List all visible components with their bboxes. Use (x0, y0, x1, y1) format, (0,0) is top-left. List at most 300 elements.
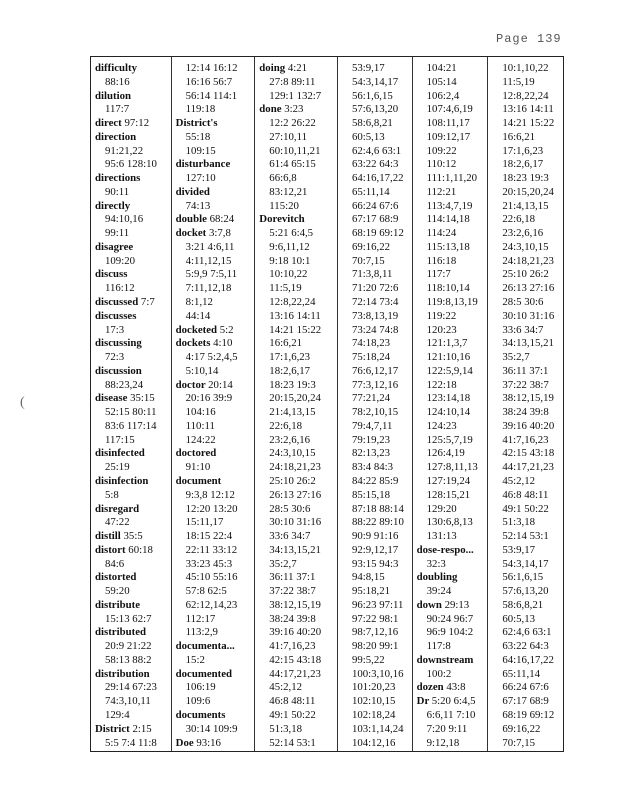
index-reference: 98:20 99:1 (351, 640, 399, 653)
term-inline-refs: 93:16 (196, 736, 221, 749)
index-reference: 37:22 38:7 (502, 378, 549, 391)
index-reference: 54:3,14,17 (351, 75, 399, 88)
index-reference: 13:16 14:11 (269, 309, 321, 322)
index-reference: 90:9 91:16 (351, 530, 399, 543)
index-term (91, 475, 171, 489)
term-word: direct (95, 117, 122, 130)
term-word: disease (95, 392, 128, 405)
index-reference: 44:17,21,23 (269, 667, 321, 680)
term-inline-refs: 60:18 (128, 543, 153, 556)
index-reference: 62:4,6 63:1 (502, 626, 552, 639)
index-reference: 88:22 89:10 (351, 516, 404, 529)
index-reference: 62:12,14,23 (185, 598, 238, 611)
index-reference: 120:23 (426, 323, 457, 336)
index-reference: 101:20,23 (351, 681, 396, 694)
index-term (172, 640, 255, 654)
index-reference: 21:4,13,15 (502, 199, 549, 212)
index-reference: 119:22 (426, 309, 457, 322)
index-reference: 51:3,18 (502, 516, 536, 529)
index-reference: 69:16,22 (351, 240, 391, 253)
index-reference: 5:5 7:4 11:8 (105, 736, 157, 749)
index-reference: 20:15,20,24 (269, 392, 321, 405)
index-reference: 128:15,21 (426, 488, 471, 501)
index-reference: 4:11,12,15 (185, 254, 232, 267)
index-reference: 36:11 37:1 (502, 364, 549, 377)
index-reference: 70:7,15 (502, 736, 536, 749)
index-reference: 25:19 (105, 461, 130, 474)
index-reference: 131:13 (426, 530, 457, 543)
index-term (91, 544, 171, 558)
index-reference: 26:13 27:16 (502, 282, 555, 295)
index-reference: 74:3,10,11 (105, 695, 151, 708)
term-inline-refs: 97:12 (124, 117, 150, 130)
index-reference: 10:10,22 (269, 268, 308, 281)
term-inline-refs: 4:10 (213, 337, 233, 350)
index-reference: 124:22 (185, 433, 216, 446)
index-term (413, 599, 488, 613)
index-reference: 107:4,6,19 (426, 103, 473, 116)
term-word: District (95, 722, 130, 735)
index-reference: 88:23,24 (105, 378, 144, 391)
index-reference: 23:2,6,16 (269, 433, 311, 446)
term-word: disturbance (175, 158, 231, 171)
index-reference: 12:20 13:20 (185, 502, 238, 515)
index-reference: 17:3 (105, 323, 125, 336)
index-term (172, 447, 255, 461)
term-word: disregard (95, 502, 140, 515)
index-reference: 34:13,15,21 (502, 337, 554, 350)
index-term (91, 131, 171, 145)
index-reference: 28:5 30:6 (502, 296, 544, 309)
index-term (172, 337, 255, 351)
index-term (255, 62, 337, 76)
index-reference: 124:10,14 (426, 406, 471, 419)
term-inline-refs: 3:23 (284, 103, 304, 116)
index-reference: 12:14 16:12 (185, 62, 238, 74)
index-reference: 64:16,17,22 (502, 653, 554, 666)
index-reference: 42:15 43:18 (269, 653, 322, 666)
index-reference: 30:14 109:9 (185, 722, 238, 735)
index-term (255, 213, 337, 227)
index-reference: 46:8 48:11 (269, 695, 316, 708)
index-reference: 9:18 10:1 (269, 254, 311, 267)
index-reference: 109:20 (105, 254, 135, 267)
index-reference: 119:18 (185, 103, 216, 116)
term-word: difficulty (95, 62, 137, 74)
index-reference: 35:2,7 (502, 351, 530, 364)
index-reference: 91:10 (185, 461, 211, 474)
index-reference: 49:1 50:22 (502, 502, 549, 515)
index-reference: 53:9,17 (351, 62, 385, 74)
index-reference: 18:23 19:3 (502, 172, 549, 185)
term-inline-refs: 35:15 (130, 392, 155, 405)
index-reference: 129:20 (426, 502, 457, 515)
index-term (172, 475, 255, 489)
index-reference: 72:14 73:4 (351, 296, 399, 309)
index-reference: 121:10,16 (426, 351, 471, 364)
term-word: discusses (95, 309, 137, 322)
index-reference: 11:5,19 (502, 75, 535, 88)
term-word: doctor (175, 378, 206, 391)
index-reference: 33:6 34:7 (269, 530, 311, 543)
index-reference: 84:6 (105, 557, 125, 570)
index-reference: 38:12,15,19 (269, 598, 321, 611)
index-reference: 78:2,10,15 (351, 406, 399, 419)
index-reference: 25:10 26:2 (269, 474, 316, 487)
index-reference: 52:15 80:11 (105, 406, 157, 419)
index-reference: 122:5,9,14 (426, 364, 473, 377)
index-reference: 16:16 56:7 (185, 75, 233, 88)
index-reference: 60:5,13 (502, 612, 536, 625)
term-word: dockets (175, 337, 211, 350)
index-reference: 90:11 (105, 185, 130, 198)
index-reference: 71:3,8,11 (351, 268, 393, 281)
term-inline-refs: 35:5 (123, 530, 143, 543)
index-reference: 6:6,11 7:10 (426, 708, 476, 721)
index-term (172, 709, 255, 723)
index-reference: 46:8 48:11 (502, 488, 549, 501)
index-reference: 52:14 53:1 (269, 736, 316, 749)
index-reference: 93:15 94:3 (351, 557, 399, 570)
index-reference: 104:21 (426, 62, 457, 74)
index-term (91, 599, 171, 613)
index-reference: 114:24 (426, 227, 457, 240)
index-reference: 66:24 67:6 (502, 681, 549, 694)
index-column-2 (172, 57, 256, 751)
index-reference: 45:2,12 (269, 681, 302, 694)
index-reference: 88:16 (105, 75, 130, 88)
index-reference: 9:6,11,12 (269, 240, 310, 253)
index-reference: 104:12,16 (351, 736, 396, 749)
term-word: distill (95, 530, 121, 543)
index-reference: 115:13,18 (426, 240, 470, 253)
index-column-4 (338, 57, 413, 751)
index-reference: 58:6,8,21 (351, 117, 393, 130)
index-reference: 52:14 53:1 (502, 530, 549, 543)
index-reference: 17:1,6,23 (269, 351, 311, 364)
index-reference: 38:24 39:8 (502, 406, 549, 419)
index-reference: 110:12 (426, 158, 457, 171)
index-term (413, 571, 488, 585)
index-term (91, 172, 171, 186)
index-reference: 22:6,18 (269, 419, 302, 432)
index-reference: 116:12 (105, 282, 135, 295)
index-reference: 11:5,19 (269, 282, 302, 295)
index-reference: 14:21 15:22 (269, 323, 322, 336)
term-word: District's (175, 117, 218, 130)
index-reference: 56:14 114:1 (185, 89, 238, 102)
index-column-3 (255, 57, 338, 751)
term-word: direction (95, 130, 137, 143)
index-reference: 20:9 21:22 (105, 640, 152, 653)
index-reference: 74:13 (185, 199, 211, 212)
index-reference: 30:10 31:16 (502, 309, 555, 322)
index-reference: 85:15,18 (351, 488, 391, 501)
term-word: downstream (416, 653, 474, 666)
index-reference: 9:12,18 (426, 736, 460, 749)
index-reference: 92:9,12,17 (351, 543, 399, 556)
index-reference: 18:23 19:3 (269, 378, 316, 391)
term-word: distort (95, 543, 126, 556)
index-reference: 122:18 (426, 378, 457, 391)
term-word: disinfected (95, 447, 145, 460)
index-reference: 105:14 (426, 75, 457, 88)
index-reference: 59:20 (105, 585, 130, 598)
index-reference: 26:13 27:16 (269, 488, 322, 501)
index-reference: 130:6,8,13 (426, 516, 473, 529)
index-term (91, 723, 171, 737)
index-reference: 112:17 (185, 612, 216, 625)
index-reference: 24:18,21,23 (502, 254, 554, 267)
index-reference: 21:4,13,15 (269, 406, 316, 419)
index-reference: 4:17 5:2,4,5 (185, 351, 238, 364)
index-reference: 16:6,21 (269, 337, 302, 350)
index-reference: 100:3,10,16 (351, 667, 404, 680)
index-reference: 39:24 (426, 585, 452, 598)
index-term (172, 158, 255, 172)
index-reference: 66:24 67:6 (351, 199, 399, 212)
index-reference: 44:14 (185, 309, 211, 322)
index-term (413, 695, 488, 709)
index-reference: 113:2,9 (185, 626, 218, 639)
term-inline-refs: 7:7 (140, 296, 155, 309)
index-reference: 77:21,24 (351, 392, 391, 405)
index-term (91, 668, 171, 682)
index-reference: 18:2,6,17 (502, 158, 544, 171)
index-reference: 121:1,3,7 (426, 337, 468, 350)
index-reference: 109:12,17 (426, 130, 471, 143)
index-reference: 24:18,21,23 (269, 461, 321, 474)
index-term (91, 392, 171, 406)
index-reference: 83:6 117:14 (105, 419, 157, 432)
index-reference: 106:19 (185, 681, 216, 694)
index-reference: 24:3,10,15 (502, 240, 549, 253)
index-reference: 63:22 64:3 (351, 158, 399, 171)
index-reference: 119:8,13,19 (426, 296, 478, 309)
index-term (91, 530, 171, 544)
index-reference: 79:4,7,11 (351, 419, 393, 432)
index-reference: 23:2,6,16 (502, 227, 544, 240)
term-word: docket (175, 227, 207, 240)
index-reference: 24:3,10,15 (269, 447, 316, 460)
term-word: directly (95, 199, 131, 212)
index-reference: 97:22 98:1 (351, 612, 399, 625)
term-inline-refs: 5:2 (219, 323, 234, 336)
index-reference: 106:2,4 (426, 89, 460, 102)
index-reference: 66:6,8 (269, 172, 297, 185)
index-reference: 27:8 89:11 (269, 75, 316, 88)
term-word: done (259, 103, 282, 116)
index-term (91, 310, 171, 324)
index-reference: 55:18 (185, 130, 211, 143)
index-term (255, 103, 337, 117)
index-reference: 22:11 33:12 (185, 543, 238, 556)
term-inline-refs: 68:24 (209, 213, 235, 226)
index-reference: 103:1,14,24 (351, 722, 404, 735)
index-reference: 96:9 104:2 (426, 626, 474, 639)
index-term (172, 117, 255, 131)
term-word: doing (259, 62, 286, 74)
index-reference: 77:3,12,16 (351, 378, 399, 391)
index-reference: 75:18,24 (351, 351, 391, 364)
index-reference: 15:11,17 (185, 516, 224, 529)
index-reference: 79:19,23 (351, 433, 391, 446)
index-reference: 126:4,19 (426, 447, 465, 460)
index-reference: 127:10 (185, 172, 216, 185)
index-reference: 87:18 88:14 (351, 502, 404, 515)
index-reference: 91:21,22 (105, 144, 144, 157)
index-reference: 68:19 69:12 (351, 227, 404, 240)
index-reference: 99:5,22 (351, 653, 385, 666)
index-reference: 7:11,12,18 (185, 282, 232, 295)
page-number: Page 139 (496, 32, 562, 46)
index-reference: 30:10 31:16 (269, 516, 322, 529)
index-reference: 15:2 (185, 653, 205, 666)
index-reference: 5:21 6:4,5 (269, 227, 314, 240)
index-term (91, 117, 171, 131)
index-reference: 51:3,18 (269, 722, 302, 735)
term-inline-refs: 4:21 (287, 62, 308, 74)
index-term (91, 268, 171, 282)
index-reference: 22:6,18 (502, 213, 536, 226)
index-reference: 3:21 4:6,11 (185, 240, 235, 253)
index-reference: 28:5 30:6 (269, 502, 311, 515)
term-word: Dorevitch (259, 213, 305, 226)
index-reference: 65:11,14 (502, 667, 541, 680)
index-reference: 108:11,17 (426, 117, 470, 130)
index-reference: 100:2 (426, 667, 452, 680)
index-reference: 123:14,18 (426, 392, 471, 405)
term-word: Dr (416, 695, 430, 708)
index-reference: 7:20 9:11 (426, 722, 468, 735)
index-reference: 45:2,12 (502, 474, 536, 487)
index-reference: 113:4,7,19 (426, 199, 473, 212)
index-reference: 124:23 (426, 419, 457, 432)
term-word: documented (175, 667, 233, 680)
index-reference: 71:20 72:6 (351, 282, 399, 295)
index-term (91, 447, 171, 461)
index-reference: 110:11 (185, 419, 215, 432)
index-reference: 63:22 64:3 (502, 640, 549, 653)
index-reference: 67:17 68:9 (502, 695, 549, 708)
index-reference: 95:18,21 (351, 585, 391, 598)
index-reference: 117:15 (105, 433, 135, 446)
term-word: double (175, 213, 207, 226)
index-reference: 17:1,6,23 (502, 144, 544, 157)
index-term (172, 737, 255, 751)
index-reference: 41:7,16,23 (269, 640, 316, 653)
index-term (172, 186, 255, 200)
index-reference: 94:8,15 (351, 571, 385, 584)
index-reference: 117:7 (105, 103, 130, 116)
index-reference: 83:12,21 (269, 185, 308, 198)
term-word: down (416, 598, 442, 611)
index-reference: 117:8 (426, 640, 451, 653)
index-term (172, 213, 255, 227)
term-word: discussed (95, 296, 139, 309)
index-reference: 36:11 37:1 (269, 571, 316, 584)
index-term (91, 571, 171, 585)
index-reference: 37:22 38:7 (269, 585, 316, 598)
index-reference: 5:8 (105, 488, 119, 501)
index-reference: 27:10,11 (269, 130, 307, 143)
term-word: distorted (95, 571, 137, 584)
index-reference: 129:1 132:7 (269, 89, 322, 102)
index-reference: 94:10,16 (105, 213, 144, 226)
index-reference: 12:8,22,24 (269, 296, 316, 309)
index-reference: 62:4,6 63:1 (351, 144, 402, 157)
index-reference: 38:12,15,19 (502, 392, 554, 405)
term-word: documenta... (175, 640, 235, 653)
index-reference: 18:2,6,17 (269, 364, 311, 377)
index-term (91, 503, 171, 517)
index-column-6 (488, 57, 563, 751)
index-reference: 32:3 (426, 557, 446, 570)
index-reference: 47:22 (105, 516, 130, 529)
index-reference: 82:13,23 (351, 447, 391, 460)
index-reference: 109:15 (185, 144, 216, 157)
index-reference: 42:15 43:18 (502, 447, 555, 460)
index-reference: 5:10,14 (185, 364, 219, 377)
index-reference: 57:6,13,20 (351, 103, 399, 116)
term-word: distribution (95, 667, 150, 680)
margin-mark: ( (20, 395, 25, 410)
index-reference: 109:6 (185, 695, 211, 708)
index-reference: 73:8,13,19 (351, 309, 399, 322)
index-reference: 127:19,24 (426, 474, 471, 487)
index-reference: 20:15,20,24 (502, 185, 554, 198)
index-reference: 114:14,18 (426, 213, 470, 226)
term-inline-refs: 43:8 (446, 681, 466, 694)
term-word: directions (95, 172, 141, 185)
term-inline-refs: 29:13 (444, 598, 470, 611)
index-term (91, 200, 171, 214)
index-reference: 44:17,21,23 (502, 461, 554, 474)
index-column-1 (91, 57, 172, 751)
index-reference: 76:6,12,17 (351, 364, 399, 377)
index-reference: 118:10,14 (426, 282, 470, 295)
index-reference: 74:18,23 (351, 337, 391, 350)
term-word: discussing (95, 337, 142, 350)
index-reference: 60:10,11,21 (269, 144, 321, 157)
term-word: doctored (175, 447, 217, 460)
term-inline-refs: 2:15 (132, 722, 152, 735)
index-reference: 98:7,12,16 (351, 626, 399, 639)
index-term (91, 365, 171, 379)
index-term (413, 681, 488, 695)
index-term (91, 90, 171, 104)
term-word: disagree (95, 240, 134, 253)
index-reference: 99:11 (105, 227, 130, 240)
word-index-table (90, 56, 564, 752)
index-reference: 69:16,22 (502, 722, 541, 735)
index-reference: 111:1,11,20 (426, 172, 478, 185)
index-reference: 8:1,12 (185, 296, 213, 309)
index-reference: 13:16 14:11 (502, 103, 554, 116)
term-word: dose-respo... (416, 543, 474, 556)
index-reference: 18:15 22:4 (185, 530, 233, 543)
term-inline-refs: 3:7,8 (208, 227, 231, 240)
index-reference: 57:6,13,20 (502, 585, 549, 598)
index-reference: 34:13,15,21 (269, 543, 321, 556)
index-reference: 16:6,21 (502, 130, 536, 143)
index-reference: 104:16 (185, 406, 216, 419)
term-word: divided (175, 185, 210, 198)
index-reference: 54:3,14,17 (502, 557, 549, 570)
index-reference: 12:2 26:22 (269, 117, 316, 130)
index-reference: 60:5,13 (351, 130, 385, 143)
term-word: Doe (175, 736, 194, 749)
